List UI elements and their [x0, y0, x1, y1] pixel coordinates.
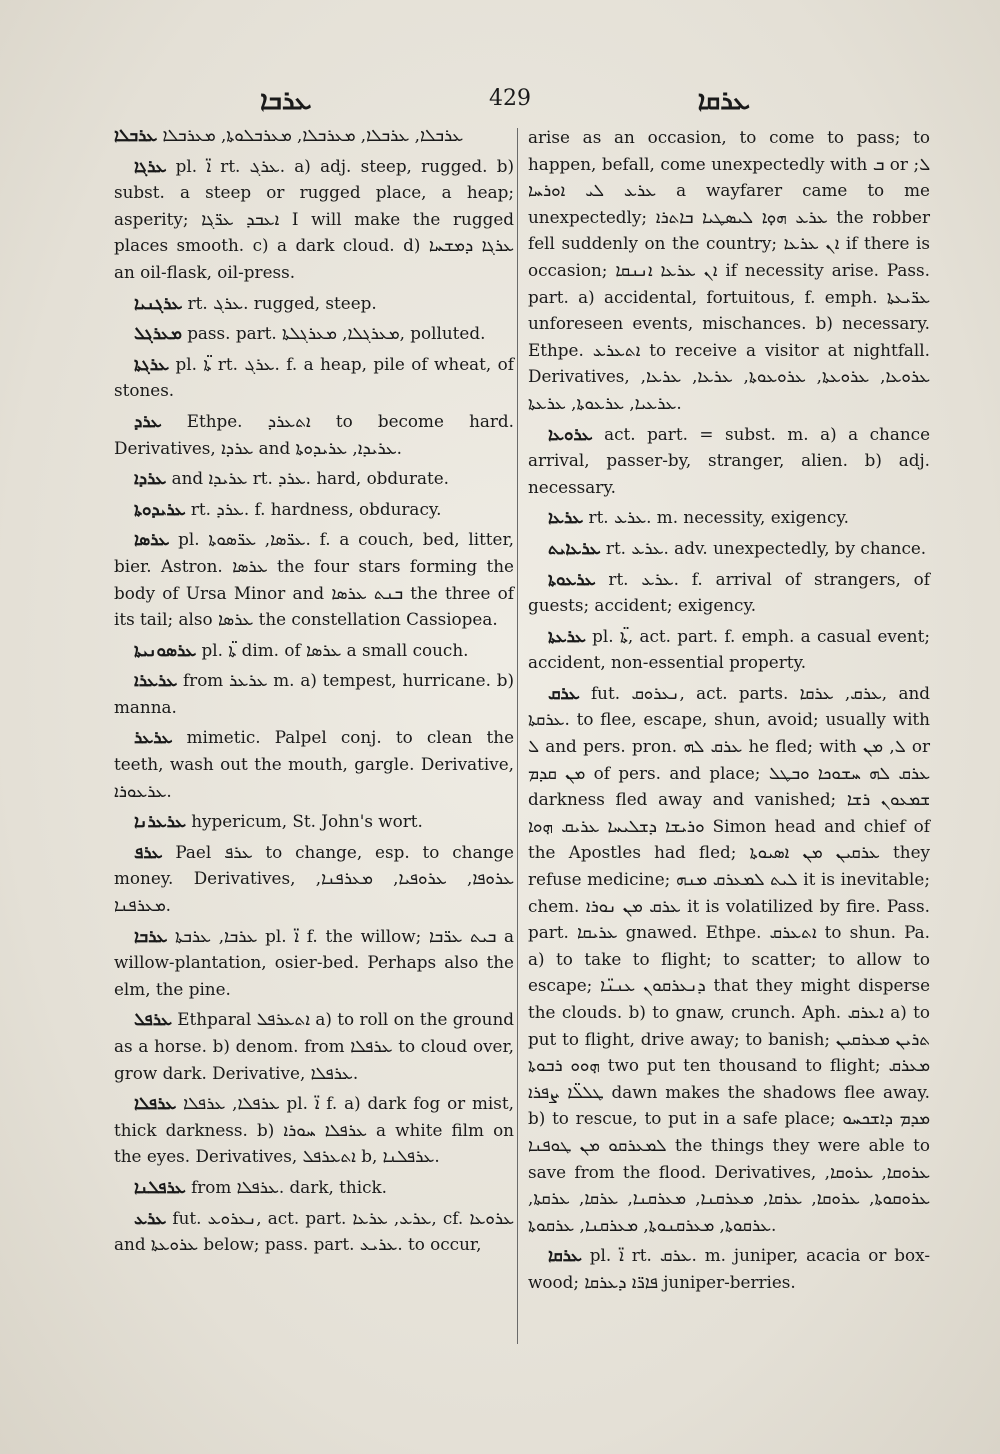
entry-headword: ܥܪܦܠܐ	[134, 1093, 177, 1114]
dictionary-entry	[114, 839, 514, 919]
dictionary-entry	[528, 1242, 930, 1295]
running-head-left: ܥܪܒܐ	[260, 86, 312, 116]
entry-headword: ܥܪܥܪܐ	[134, 670, 178, 691]
entry-text: pl. ܬ̈ܐ, act. part. f. emph. a casual event; accident, non-essential property.	[528, 625, 930, 673]
entry-headword: ܥܪܓܢܝܐ	[134, 292, 183, 313]
entry-text: arise as an occasion, to come to pass; to happen, befall, come unexpectedly with ܒ or ܠ; ܥܪܥ ܠܝ ܐܘܪܚܐ a wayfarer came to me unexpectedly; ܥܪܥ ܗܘ̣ܐ ܠܝܣܛܝܐ ܒܐܬܪܐ the robber fell suddenly on the country; ܐܢ ܥܪܥܐ if there is occasion; ܐܢ ܥܪܥܐ ܐܢܢܩܐ if necessity arise. Pass. part. a) accidental, fortuitous, f. emph. ܥܪ̈ܝܥܬܐ unforeseen events, mischances. b) necessary. Ethpe. ܐܬܥܪܥ to receive a visitor at nightfall. Derivatives, ܥܪܘܥܐ, ܥܪܘܥܬܐ, ܥܪܘܥܘܬܐ, ܥܪܥܐ, ܥܪܥܐ, ܥܪܥܝܐ, ܥܪܥܘܬܐ, ܥܪܥܬܐ.	[528, 127, 931, 413]
dictionary-entry	[114, 526, 514, 632]
entry-headword: ܥܪܥܪ	[134, 727, 173, 748]
dictionary-entry	[114, 290, 514, 317]
entry-headword: ܥܪܥܐ	[548, 507, 584, 528]
page-number: 429	[489, 86, 531, 111]
dictionary-entry	[114, 1205, 514, 1258]
dictionary-entry	[114, 1174, 514, 1201]
dictionary-entry	[114, 923, 514, 1003]
entry-headword: ܥܪܝܕܘܬܐ	[134, 498, 186, 519]
left-column	[114, 122, 514, 1262]
dictionary-entry	[114, 351, 514, 404]
dictionary-entry	[114, 1006, 514, 1086]
entry-text: and ܥܪܝܕܐ rt. ܥܪܕ. hard, obdurate.	[171, 468, 450, 489]
dictionary-entry	[114, 637, 514, 664]
dictionary-entry	[528, 535, 930, 562]
entry-text: rt. ܥܪܥ. m. necessity, exigency.	[588, 507, 849, 528]
dictionary-entry	[528, 124, 930, 417]
entry-text: Ethparal ܐܬܥܪܦܠ a) to roll on the ground as a horse. b) denom. from ܥܪܦܠܐ to cloud over, grow dark. Derivative, ܥܪܦܠܐ.	[114, 1009, 514, 1083]
entry-text: ܥܪܒܐ, ܥܪܒܬܐ pl. ܐ̈ f. the willow; ܒܝܬ ܥܪ̈ܒܐ a willow-plantation, osier-bed. Perhaps also the elm, the pine.	[114, 925, 514, 999]
entry-headword: ܥܪܩܐ	[548, 1245, 582, 1266]
entry-headword: ܥܪܥܪܢܐ	[134, 811, 186, 832]
entry-text: mimetic. Palpel conj. to clean the teeth, wash out the mouth, gargle. Derivative, ܥܪܥܘܪܐ.	[114, 727, 514, 801]
dictionary-entry	[114, 320, 514, 347]
entry-text: act. part. = subst. m. a) a chance arrival, passer-by, stranger, alien. b) adj. necessary.	[528, 423, 931, 497]
dictionary-entry	[528, 623, 930, 676]
entry-headword: ܥܪܓܐ	[134, 155, 167, 176]
entry-text: fut. ܢܥܪܘܥ, act. part. ܥܪܥ, ܥܪܥܐ, cf. ܥܪܘܥܐ and ܥܪܘܥܬܐ below; pass. part. ܥܪܝܥ. to occur,	[114, 1207, 514, 1255]
dictionary-entry	[528, 504, 930, 531]
dictionary-entry	[114, 408, 514, 461]
entry-headword: ܥܪܥܘܬܐ	[548, 568, 596, 589]
entry-text: Pael ܥܪܦ to change, esp. to change money. Derivatives, ܥܪܘܦܐ, ܥܪܘܦܝܐ, ܡܥܪܦܢܐ, ܡܥܪܦܢܐ.	[114, 841, 514, 916]
page-header	[110, 84, 910, 118]
entry-text: pl. ܬ̈ܐ dim. of ܥܪܣܐ a small couch.	[201, 639, 469, 660]
dictionary-entry	[528, 680, 930, 1238]
entry-headword: ܥܪܥܐܝܬ	[548, 537, 601, 558]
dictionary-entry	[114, 808, 514, 835]
entry-text: pass. part. ܡܥܪܓܠܐ, ܡܥܪܓܠܬܐ, polluted.	[187, 323, 486, 344]
entry-headword: ܥܪܘܥܐ	[548, 423, 593, 444]
entry-text: rt. ܥܪܕ. f. hardness, obduracy.	[190, 498, 442, 519]
entry-headword: ܥܪܕ	[134, 410, 162, 431]
entry-text: hypericum, St. John's wort.	[191, 811, 423, 832]
entry-text: pl. ܐ̈ rt. ܥܪܓ. a) adj. steep, rugged. b) subst. a steep or rugged place, a heap; asperity; ܐܥܒܕ ܥܪ̈ܓܐ I will make the rugged places smooth. c) a dark cloud. d) ܥܪܓܐ ܕܡܫܚܐ an oil-flask, oil-press.	[114, 155, 515, 282]
entry-text: pl. ܬ̈ܐ rt. ܥܪܓ. f. a heap, pile of wheat, of stones.	[114, 353, 514, 401]
entry-headword: ܥܪܦ	[134, 841, 163, 862]
dictionary-entry	[528, 421, 930, 501]
dictionary-entry	[114, 667, 514, 720]
dictionary-entry	[114, 496, 514, 523]
entry-text: from ܥܪܥܪ m. a) tempest, hurricane. b) manna.	[114, 670, 515, 717]
entry-headword: ܡܥܪܓܠ	[134, 323, 182, 344]
entry-text: Ethpe. ܐܬܥܪܕ to become hard. Derivatives, ܥܪܕܐ and ܥܪܝܕܐ, ܥܪܝܕܘܬܐ.	[114, 410, 514, 458]
running-head-right: ܥܪܩܐ	[697, 86, 750, 116]
entry-text: pl. ܥܪ̈ܣܐ, ܥܪ̈ܣܘܬܐ. f. a couch, bed, litter, bier. Astron. ܥܪܣܐ the four stars forming the body of Ursa Minor and ܒܢܬ ܥܪܣܐ the three of its tail; also ܥܪܣܐ the constellation Cassiopea.	[114, 529, 514, 630]
entry-text: rt. ܥܪܓ. rugged, steep.	[187, 292, 377, 313]
dictionary-entry	[114, 153, 514, 286]
dictionary-entry	[114, 1090, 514, 1170]
column-divider	[517, 128, 518, 1344]
entry-headword: ܥܪܣܐ	[134, 529, 170, 550]
entry-headword: ܥܪܓܬܐ	[134, 353, 170, 374]
entry-text: rt. ܥܪܥ. f. arrival of strangers, of guests; accident; exigency.	[528, 568, 930, 616]
entry-headword: ܥܪܥܬܐ	[548, 625, 586, 646]
dictionary-entry	[114, 122, 514, 149]
entry-text: ܥܪܒܠܐ, ܥܪܒܠܐ, ܡܥܪܒܠܐ, ܡܥܪܒܠܘܬܐ, ܡܥܪܒܠܐ	[162, 125, 464, 145]
dictionary-entry	[528, 566, 930, 619]
entry-text: fut. ܢܥܪܘܩ, act. parts. ܥܪܩ, ܥܪܩܐ, and ܥܪܩܬܐ. to flee, escape, shun, avoid; usually with ܠ and pers. pron. ܥܪܩ ܠܗ he fled; with ܠ, ܡܢ or ܡܢ ܩܕܡ of pers. and place; ܥܪܩ ܠܗ ܚܫܘܟܐ ܘܒܛܠ darkness fled away and vanished; ܫܡܥܘܢ ܪܫܐ ܘܪܝܫܐ ܕܫܠܝܚܐ ܥܪܝܩ ܗ̣ܘܐ Simon head and chief of the Apostles had fled; ܥܪܩܝܢ ܡܢ ܐܣܝܘܬܐ they refuse medicine; ܠܝܬ ܠܡܥܪܩ ܡܢܗ it is inevitable; chem. ܥܪܩ ܡܢ ܢܘܪܐ it is volatilized by fire. Pass. part. ܥܪܝܩܐ gnawed. Ethpe. ܐܬܥܪܩ to shun. Pa. a) to take to flight; to scatter; to allow to escape; ܕܢܥܪܩܘܢ ܥܢܢ̈ܐ that they might disperse the clouds. b) to gnaw, crunch. Aph. ܐܥܪܩ a) to put to flight, drive away; to banish; ܬܪܝܢ ܡܥܪܩܝܢ ܗ̣ܘܘ ܪܒܘܬܐ two put ten thousand to flight; ܡܥܪܩ ܛܠܠ̈ܐ ܨܦܪܐ dawn makes the shadows flee away. b) to rescue, to put in a safe place; ܡܕܡ ܕܐܫܟܚܘ ܠܡܥܪܩܘ ܡܢ ܛܘܦܢܐ the things they were able to save from the flood. Derivatives, ܥܪܘܩܐ, ܥܪܘܩܐ, ܥܪܘܩܘܬܐ, ܥܪܘܩܐ, ܥܪܩܐ, ܡܥܪܩܢܐ, ܡܥܪܩܢܐ, ܥܪܩܐ, ܥܪܩܬܐ, ܥܪܩܘܬܐ, ܡܥܪܩܢܘܬܐ, ܡܥܪܩܢܐ, ܥܪܩܘܬܐ.	[528, 682, 931, 1235]
entry-headword: ܥܪܣܘܢܝܬܐ	[134, 639, 197, 660]
entry-text: pl. ܐ̈ rt. ܥܪܩ. m. juniper, acacia or box-wood; ܦܐܪ̈ܐ ܕܥܪܩܐ juniper-berries.	[528, 1245, 930, 1292]
entry-headword: ܥܪܩ	[548, 682, 580, 703]
entry-text: rt. ܥܪܥ. adv. unexpectedly, by chance.	[605, 537, 927, 558]
entry-text: ܥܪܦܠܐ, ܥܪܦܠܐ pl. ܐ̈ f. a) dark fog or mist, thick darkness. b) ܥܪܦܠܐ ܚܘܪܐ a white film on the eyes. Derivatives, ܐܬܥܪܦܠ b, ܥܪܦܠܢܐ.	[114, 1093, 514, 1167]
dictionary-entry	[114, 724, 514, 804]
entry-headword: ܥܪܒܠܐ	[114, 125, 158, 145]
entry-text: from ܥܪܦܠܐ. dark, thick.	[191, 1176, 387, 1197]
entry-headword: ܥܪܕܐ	[134, 468, 167, 489]
right-column	[528, 124, 930, 1300]
entry-headword: ܥܪܦܠ	[134, 1009, 172, 1030]
dictionary-entry	[114, 465, 514, 492]
entry-headword: ܥܪܥ	[134, 1207, 167, 1228]
entry-headword: ܥܪܦܠܢܐ	[134, 1176, 186, 1197]
entry-headword: ܥܪܒܐ	[134, 925, 168, 946]
